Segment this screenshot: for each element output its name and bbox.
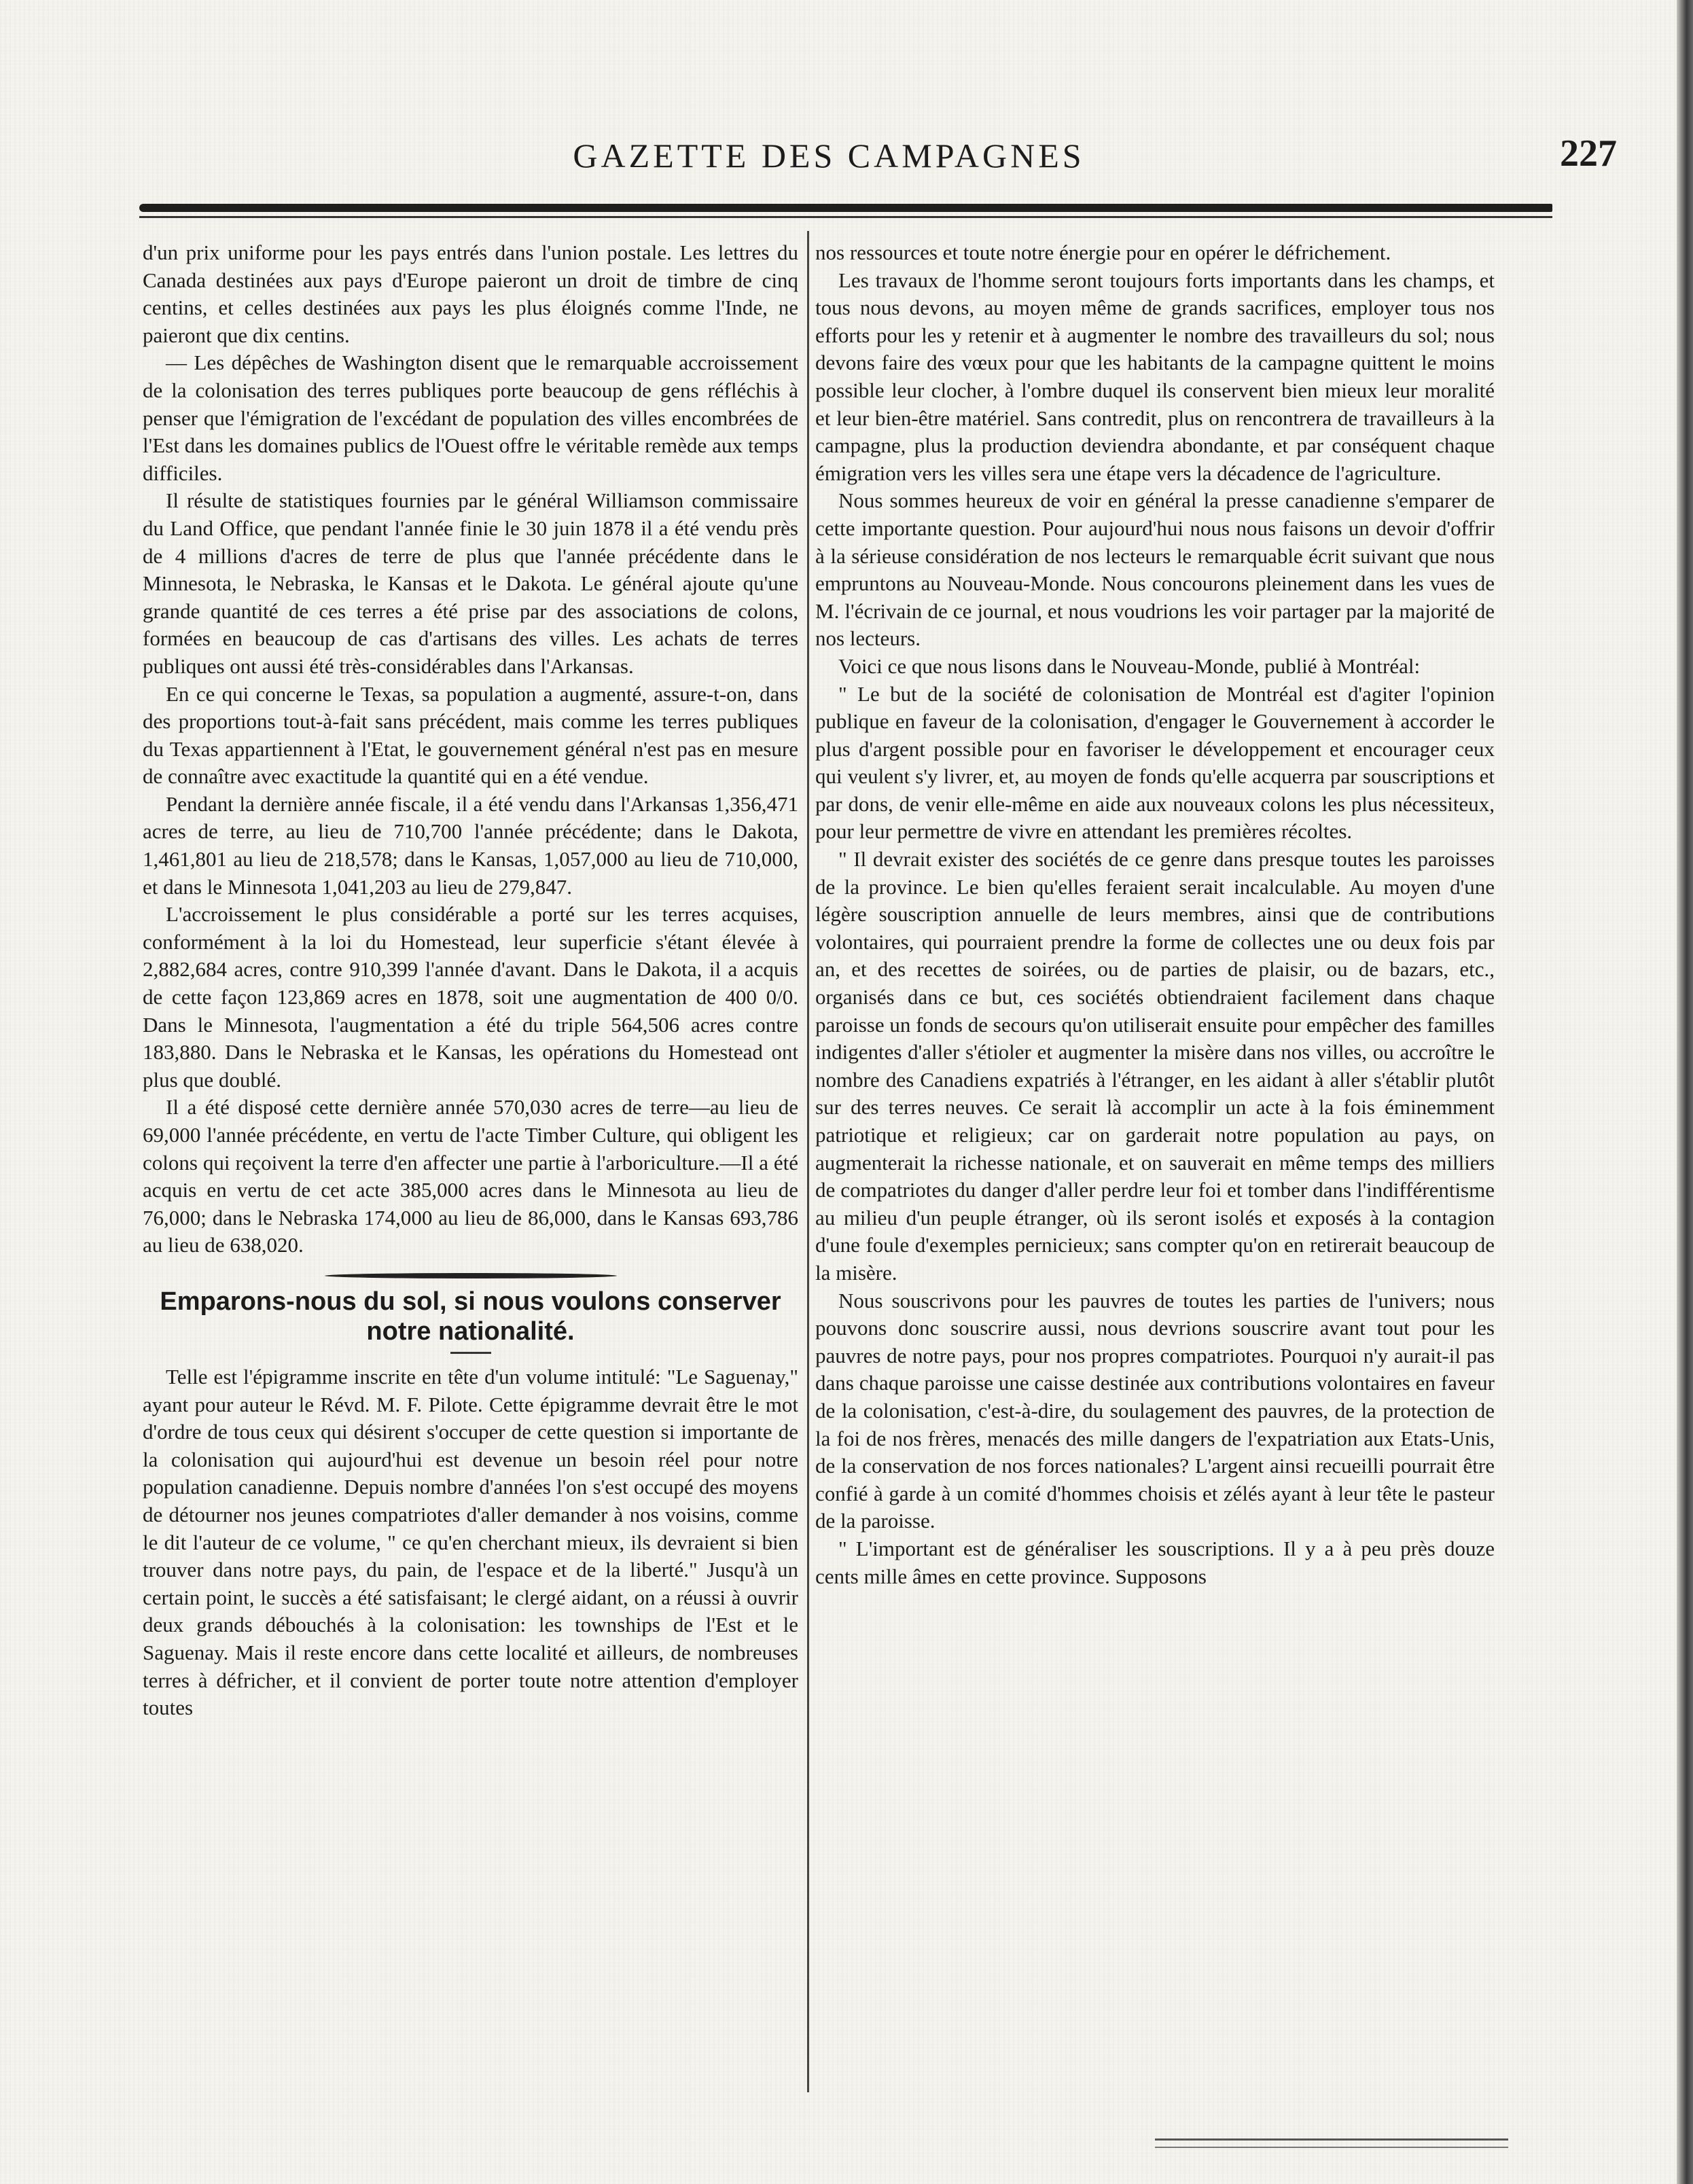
paragraph: Pendant la dernière année fiscale, il a été vendu dans l'Arkansas 1,356,471 acres de terre, au lieu de 710,700 l'année précédente; dans le Dakota, 1,461,801 au lieu de 218,578; dans le Kansas, 1,057,000 au lieu de 710,000, et dans le Minnesota 1,041,203 au lieu de 279,847.	[143, 791, 798, 899]
section-title-rule	[450, 1352, 491, 1354]
paragraph: L'accroissement le plus considérable a porté sur les terres acquises, conformément à la loi du Homestead, leur superficie s'étant élevée à 2,882,684 acres, contre 910,399 l'année d'avant. Dans le Dakota, il a acquis de cette façon 123,869 acres en 1878, soit une augmentation de 400 0/0. Dans le Minnesota, l'augmentation a été du triple 564,506 acres contre 183,880. Dans le Nebraska et le Kansas, les opérations du Homestead ont plus que doublé.	[143, 902, 798, 1092]
paragraph: " Il devrait exister des sociétés de ce genre dans presque toutes les paroisses de la province. Le bien qu'elles feraient serait incalculable. Au moyen d'une légère souscription annuelle de leurs membres, ainsi que de contributions volontaires, qui pourraient prendre la forme de collectes une ou deux fois par an, et des recettes de soirées, ou de parties de plaisir, ou de bazars, etc., organisés dans ce but, ces sociétés obtiendraient facilement dans chaque paroisse un fonds de secours qu'on utiliserait ensuite pour empêcher des familles indigentes d'aller s'étioler et augmenter la misère dans nos villes, ou accroître le nombre des Canadiens expatriés à l'étranger, en les aidant à aller s'établir plutôt sur des terres neuves. Ce serait là accomplir un acte à la fois éminemment patriotique et religieux; car on garderait notre population au pays, on augmenterait la richesse nationale, et on sauverait en même temps des milliers de compatriotes du danger d'aller perdre leur foi et tomber dans l'indifférentisme au milieu d'un peuple étranger, où ils seront isolés et exposés à la contagion d'une foule d'exemples pernicieux; sans compter qu'on en retirerait beaucoup de la misère.	[815, 847, 1495, 1285]
paragraph: Il a été disposé cette dernière année 570,030 acres de terre—au lieu de 69,000 l'année précédente, en vertu de l'acte Timber Culture, qui obligent les colons qui reçoivent la terre d'en affecter une partie à l'arboriculture.—Il a été acquis en vertu de cet acte 385,000 acres dans le Minnesota au lieu de 76,000; dans le Nebraska 174,000 au lieu de 86,000, dans le Kansas 693,786 au lieu de 638,020.	[143, 1095, 798, 1257]
paragraph: — Les dépêches de Washington disent que le remarquable accroissement de la colonisation des terres publiques porte beaucoup de gens réfléchis à penser que l'émigration de l'excédant de population des villes encombrées de l'Est dans les domaines publics de l'Ouest offre le véritable remède aux temps difficiles.	[143, 351, 798, 485]
paragraph: Nous souscrivons pour les pauvres de toutes les parties de l'univers; nous pouvons donc souscrire aussi, nous devrions souscrire avant tout pour les pauvres de notre pays, pour nos propres compatriotes. Pourquoi n'y aurait-il pas dans chaque paroisse une caisse destinée aux contributions volontaires en faveur de la colonisation, c'est-à-dire, du soulagement des pauvres, de la protection de la foi de nos frères, menacés des mille dangers de l'expatriation aux Etats-Unis, de la conservation de nos forces nationales? L'argent ainsi recueilli pourrait être confié à garde à un comité d'hommes choisis et zélés ayant à leur tête le pasteur de la paroisse.	[815, 1288, 1495, 1533]
masthead	[0, 132, 1658, 183]
right-column	[815, 239, 1495, 2128]
paragraph: En ce qui concerne le Texas, sa population a augmenté, assure-t-on, dans des proportions tout-à-fait sans précédent, mais comme les terres publiques du Texas appartiennent à l'Etat, le gouvernement général n'est pas en mesure de connaître avec exactitude la quantité qui en a été vendue.	[143, 681, 798, 789]
page-number: 227	[1560, 132, 1617, 175]
left-column	[143, 239, 798, 2128]
footer-rule-thin	[1155, 2147, 1508, 2148]
paragraph: Voici ce que nous lisons dans le Nouveau-Monde, publié à Montréal:	[838, 654, 1421, 678]
column-divider	[807, 231, 809, 2092]
paragraph: Nous sommes heureux de voir en général la presse canadienne s'emparer de cette importante question. Pour aujourd'hui nous nous faisons un devoir d'offrir à la sérieuse considération de nos lecteurs le remarquable écrit suivant que nous empruntons au Nouveau-Monde. Nous concourons pleinement dans les vues de M. l'écrivain de ce journal, et nous voudrions les voir partager par la majorité de nos lecteurs.	[815, 488, 1495, 651]
header-rule-thin	[139, 216, 1552, 218]
paragraph: " L'important est de généraliser les souscriptions. Il y a à peu près douze cents mille âmes en cette province. Supposons	[815, 1536, 1495, 1588]
page-edge-shadow	[1677, 0, 1693, 2184]
paragraph: d'un prix uniforme pour les pays entrés dans l'union postale. Les lettres du Canada destinées aux pays d'Europe paieront un droit de timbre de cinq centins, et celles destinées aux pays les plus éloignés comme l'Inde, ne paieront que dix centins.	[143, 240, 798, 347]
paragraph: Telle est l'épigramme inscrite en tête d'un volume intitulé: "Le Saguenay," ayant pour auteur le Révd. M. F. Pilote. Cette épigramme devrait être le mot d'ordre de tous ceux qui désirent s'occuper de cette question si importante de la colonisation qui aujourd'hui est devenue un besoin réel pour notre population canadienne. Depuis nombre d'années l'on s'est occupé des moyens de détourner nos jeunes compatriotes d'aller demander à nos voisins, comme le dit l'auteur de ce volume, " ce qu'en cherchant mieux, ils devraient si bien trouver dans notre pays, du pain, de l'espace et de la liberté." Jusqu'à un certain point, le succès a été satisfaisant; le clergé aidant, on a réussi à ouvrir deux grands débouchés à la colonisation: les townships de l'Est et le Saguenay. Mais il reste encore dans cette localité et ailleurs, de nombreuses terres à défricher, et il convient de porter toute notre attention d'employer toutes	[143, 1364, 798, 1720]
header-rule	[139, 204, 1552, 212]
section-title: Emparons-nous du sol, si nous voulons conserver notre nationalité.	[160, 1287, 781, 1346]
paragraph: nos ressources et toute notre énergie pour en opérer le défrichement.	[815, 240, 1391, 264]
footer-rule	[1155, 2138, 1508, 2141]
section-rule	[325, 1273, 617, 1278]
masthead-title: GAZETTE DES CAMPAGNES	[573, 137, 1085, 175]
paragraph: Les travaux de l'homme seront toujours forts importants dans les champs, et tous nous devons, au moyen même de grands sacrifices, employer tous nos efforts pour les y retenir et à augmenter le nombre des travailleurs du sol; nous devons faire des vœux pour que les habitants de la campagne quittent le moins possible leur clocher, à l'ombre duquel ils conservent bien mieux leur moralité et leur bien-être matériel. Sans contredit, plus on rencontrera de travailleurs à la campagne, plus la production deviendra abondante, et par conséquent chaque émigration vers les villes sera une étape vers la décadence de l'agriculture.	[815, 268, 1495, 485]
paragraph: Il résulte de statistiques fournies par le général Williamson commissaire du Land Office, que pendant l'année finie le 30 juin 1878 il a été vendu près de 4 millions d'acres de terre de plus que l'année précédente dans le Minnesota, le Nebraska, le Kansas et le Dakota. Le général ajoute qu'une grande quantité de ces terres a été prise par des associations de colons, formées en beaucoup de cas d'artisans des villes. Les achats de terres publiques ont aussi été très-considérables dans l'Arkansas.	[143, 488, 798, 678]
paragraph: " Le but de la société de colonisation de Montréal est d'agiter l'opinion publique en faveur de la colonisation, d'engager le Gouvernement à accorder le plus d'argent possible pour en favoriser le développement et encourager ceux qui veulent s'y livrer, et, au moyen de fonds qu'elle acquerra par souscriptions et par dons, de venir elle-même en aide aux nouveaux colons les plus nécessiteux, pour leur permettre de vivre en attendant les premières récoltes.	[815, 681, 1495, 844]
